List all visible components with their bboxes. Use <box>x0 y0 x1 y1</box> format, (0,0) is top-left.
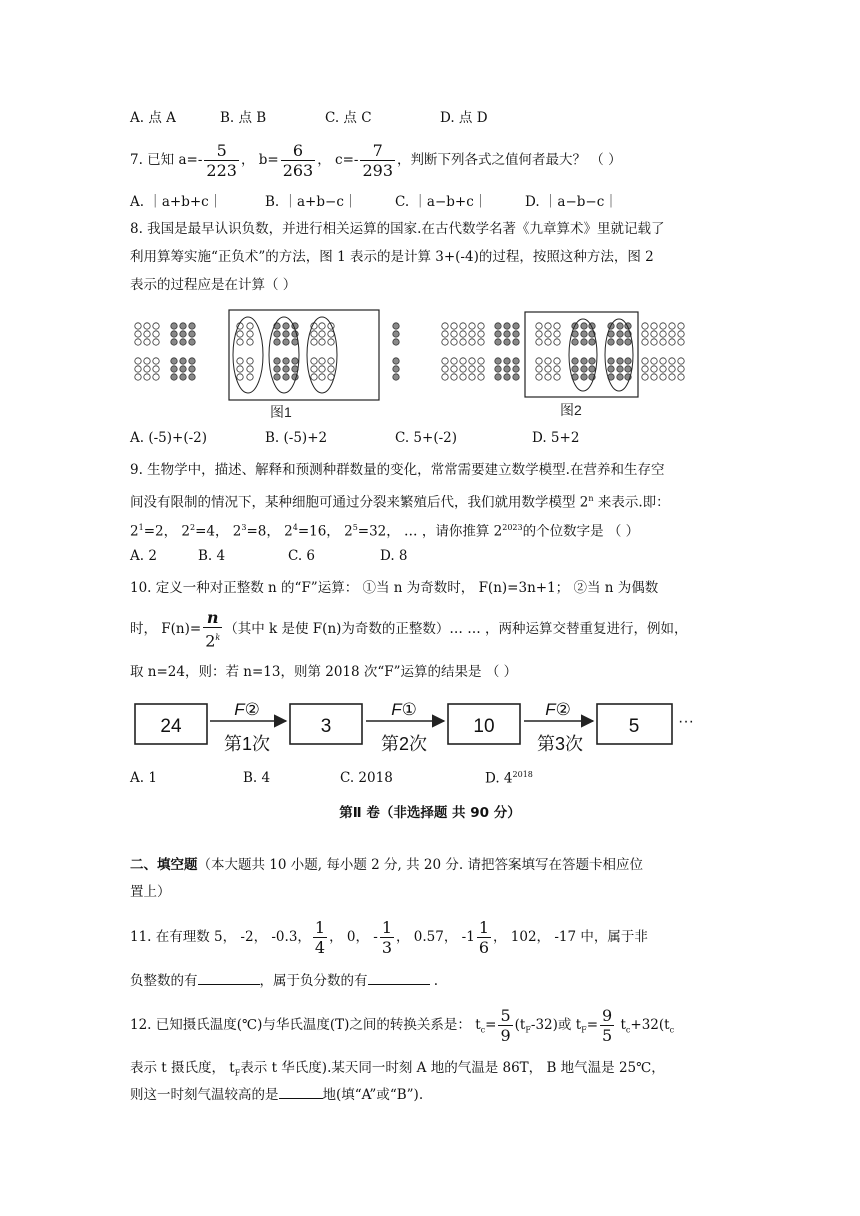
rod-dot <box>319 339 325 345</box>
rod-dot <box>393 323 399 329</box>
q9-option-b: B. 4 <box>198 548 226 564</box>
rod-dot <box>319 358 325 364</box>
q9-line-1: 9. 生物学中，描述、解释和预测种群数量的变化，常常需要建立数学模型.在营养和生存空 <box>130 462 665 478</box>
rod-dot <box>536 374 542 380</box>
flow-box-3-value: 10 <box>473 716 495 737</box>
rod-dot <box>247 323 253 329</box>
rod-dot <box>393 374 399 380</box>
rod-dot <box>495 374 501 380</box>
rod-dot <box>135 331 141 337</box>
rod-dot <box>144 366 150 372</box>
rod-dot <box>153 374 159 380</box>
rod-dot <box>451 323 457 329</box>
rod-dot <box>513 358 519 364</box>
rod-dot <box>678 331 684 337</box>
rod-dot <box>617 366 623 372</box>
rod-dot <box>460 331 466 337</box>
flow-ellipsis: ··· <box>678 713 694 730</box>
rod-dot <box>642 374 648 380</box>
rod-dot <box>451 331 457 337</box>
rod-dot <box>651 366 657 372</box>
q9-line-3: $2^1=2$， $2^2=4$， $2^3=8$， $2^4=16$， $2^5=32$， … ，请你推算 $2^{2023}$的个位数字是 （ ） <box>130 523 640 540</box>
rod-dot <box>247 374 253 380</box>
rod-dot <box>651 358 657 364</box>
q9-line-2: 间没有限制的情况下，某种细胞可通过分裂来繁殖后代，我们就用数学模型 2$^n$ 来表示.即： <box>130 494 670 511</box>
rod-dot <box>189 358 195 364</box>
rod-dot <box>393 331 399 337</box>
q11-fraction-3: $\frac{1}{6}$ <box>478 918 489 957</box>
rod-dot <box>617 323 623 329</box>
fig2-label: 图2 <box>560 402 582 418</box>
q8-option-d: D. 5+2 <box>532 430 580 446</box>
rod-dot <box>171 331 177 337</box>
rod-dot <box>311 331 317 337</box>
rod-dot <box>469 374 475 380</box>
rod-dot <box>513 374 519 380</box>
rod-dot <box>469 358 475 364</box>
part2-heading: 二、填空题 <box>130 857 198 873</box>
section-2-title: 第Ⅱ 卷（非选择题 共 90 分） <box>339 805 521 821</box>
rod-dot <box>283 339 289 345</box>
rod-dot <box>292 358 298 364</box>
rod-dot <box>625 358 631 364</box>
q12-line-3: 则这一时刻气温较高的是 地(填“A”或“B”). <box>130 1084 423 1105</box>
q12-line-1: 12. 已知摄氏温度(℃)与华氏温度(T)之间的转换关系是： $t_c=$ $\frac{5}{9}$ $(t_F-32)$或 $t_F=$ $\frac{9}{5}$ $t_c+32(t_c$ <box>130 1006 675 1045</box>
rod-dot <box>189 339 195 345</box>
rod-dot <box>536 339 542 345</box>
q7-b-prefix: ， b= <box>240 152 279 168</box>
q6-option-b: B. 点 B <box>220 110 267 126</box>
rod-dot <box>545 331 551 337</box>
flow-box-2-value: 3 <box>320 716 332 737</box>
rod-dot <box>581 339 587 345</box>
rod-dot <box>589 358 595 364</box>
q10-option-b: B. 4 <box>243 770 271 786</box>
rod-dot <box>153 366 159 372</box>
flow-op-3: F② <box>545 700 571 719</box>
rod-dot <box>135 339 141 345</box>
rod-dot <box>495 323 501 329</box>
rod-dot <box>144 331 150 337</box>
rod-dot <box>660 374 666 380</box>
rod-dot <box>237 366 243 372</box>
rod-dot <box>545 358 551 364</box>
rod-dot <box>283 331 289 337</box>
rod-dot <box>460 339 466 345</box>
f-operation-flow-diagram <box>0 690 860 760</box>
rod-dot <box>504 339 510 345</box>
rod-dot <box>328 358 334 364</box>
rod-dot <box>311 374 317 380</box>
q12-fraction-2: $\frac{9}{5}$ <box>602 1006 613 1045</box>
rod-dot <box>319 374 325 380</box>
rod-dot <box>545 374 551 380</box>
rod-dot <box>608 366 614 372</box>
rod-dot <box>442 331 448 337</box>
rod-dot <box>328 366 334 372</box>
rod-dot <box>135 358 141 364</box>
q7-option-b: B. ｜a+b−c｜ <box>265 194 358 210</box>
rod-dot <box>617 358 623 364</box>
rod-dot <box>660 331 666 337</box>
rod-dot <box>651 323 657 329</box>
rod-dot <box>283 374 289 380</box>
rod-dot <box>589 366 595 372</box>
q9-option-d: D. 8 <box>380 548 408 564</box>
rod-dot <box>460 374 466 380</box>
rod-dot <box>581 374 587 380</box>
rod-dot <box>478 339 484 345</box>
rod-dot <box>545 323 551 329</box>
rod-dot <box>554 358 560 364</box>
rod-dot <box>144 358 150 364</box>
rod-dot <box>451 358 457 364</box>
rod-dot <box>469 339 475 345</box>
rod-dot <box>469 366 475 372</box>
rod-dot <box>311 358 317 364</box>
rod-dot <box>144 374 150 380</box>
q11-fraction-2: $\frac{1}{3}$ <box>381 918 393 957</box>
rod-dot <box>669 358 675 364</box>
rod-dot <box>135 323 141 329</box>
q11-fraction-1: $\frac{1}{4}$ <box>314 918 326 957</box>
rod-dot <box>247 366 253 372</box>
rod-dot <box>495 366 501 372</box>
rod-dot <box>442 366 448 372</box>
rod-dot <box>617 331 623 337</box>
rod-dot <box>237 358 243 364</box>
q7-c-prefix: ， c=- <box>317 152 359 168</box>
rod-dot <box>642 366 648 372</box>
rod-dot <box>247 358 253 364</box>
rod-dot <box>572 366 578 372</box>
rod-dot <box>460 323 466 329</box>
rod-dot <box>311 339 317 345</box>
rod-dot <box>478 323 484 329</box>
rod-dot <box>237 331 243 337</box>
rod-dot <box>625 366 631 372</box>
rod-dot <box>513 339 519 345</box>
rod-dot <box>625 339 631 345</box>
q8-line-1: 8. 我国是最早认识负数，并进行相关运算的国家.在古代数学名著《九章算术》里就记载了 <box>130 221 665 237</box>
rod-dot <box>319 331 325 337</box>
rod-dot <box>536 331 542 337</box>
q10-line-1: 10. 定义一种对正整数 n 的“F”运算： ①当 n 为奇数时， F(n)=3n+1； ②当 n 为偶数 <box>130 580 659 596</box>
rod-dot <box>171 366 177 372</box>
rod-dot <box>554 323 560 329</box>
flow-box-1-value: 24 <box>160 716 182 737</box>
rod-dot <box>669 331 675 337</box>
rod-dot <box>469 331 475 337</box>
q11-line-2: 负整数的有 ，属于负分数的有 . <box>130 970 438 991</box>
part2-heading-line: 二、填空题（本大题共 10 小题, 每小题 2 分, 共 20 分. 请把答案填写在答题卡相应位 <box>130 857 643 873</box>
rod-dot <box>651 374 657 380</box>
rod-dot <box>274 366 280 372</box>
flow-step-2: 第2次 <box>380 734 428 754</box>
rod-dot <box>274 331 280 337</box>
rod-dot <box>460 358 466 364</box>
rod-dot <box>451 366 457 372</box>
rod-dot <box>678 323 684 329</box>
q6-option-d: D. 点 D <box>440 110 488 126</box>
rod-dot <box>536 358 542 364</box>
rod-dot <box>237 374 243 380</box>
q10-fraction: $\frac{n}{2^k}$ <box>205 608 221 651</box>
q10-option-a: A. 1 <box>130 770 157 786</box>
rod-dot <box>180 366 186 372</box>
rod-dot <box>247 339 253 345</box>
rod-dot <box>669 323 675 329</box>
rod-dot <box>589 339 595 345</box>
rod-dot <box>545 366 551 372</box>
rod-dot <box>393 366 399 372</box>
q10-line-3: 取 n=24，则：若 n=13，则第 2018 次“F”运算的结果是 （ ） <box>130 664 518 680</box>
rod-dot <box>171 358 177 364</box>
rod-dot <box>247 331 253 337</box>
part2-desc-line-2: 置上） <box>130 884 171 900</box>
rod-dot <box>189 366 195 372</box>
rod-dot <box>180 339 186 345</box>
rod-dot <box>608 339 614 345</box>
rod-dot <box>144 339 150 345</box>
q7-option-c: C. ｜a−b+c｜ <box>395 194 488 210</box>
rod-dot <box>319 366 325 372</box>
rod-dot <box>669 374 675 380</box>
rod-dot <box>153 358 159 364</box>
rod-dot <box>513 323 519 329</box>
q11-line-1: 11. 在有理数 5， -2， -0.3， $\frac{1}{4}$ ， 0， - $\frac{1}{3}$ ， 0.57， -1 $\frac{1}{6}$ ， 102， -17 中，属于非 <box>130 918 648 957</box>
rod-dot <box>651 339 657 345</box>
rod-dot <box>153 339 159 345</box>
rod-dot <box>171 374 177 380</box>
q6-option-a: A. 点 A <box>130 110 176 126</box>
rod-dot <box>237 339 243 345</box>
rod-dot <box>180 331 186 337</box>
rod-dot <box>554 366 560 372</box>
rod-dot <box>274 374 280 380</box>
q7-option-d: D. ｜a−b−c｜ <box>525 194 618 210</box>
rod-dot <box>513 331 519 337</box>
rod-dot <box>495 339 501 345</box>
rod-dot <box>504 358 510 364</box>
fig1-label: 图1 <box>270 404 292 420</box>
flow-step-3: 第3次 <box>536 734 584 754</box>
q10-line-2: 时， F(n)= $\frac{n}{2^k}$ （其中 k 是使 F(n)为奇数的正整数）… … ，两种运算交替重复进行，例如， <box>130 608 688 651</box>
rod-dot <box>660 323 666 329</box>
rod-dot <box>495 331 501 337</box>
rod-dot <box>581 366 587 372</box>
rod-dot <box>478 366 484 372</box>
q7-fraction-a: $\frac{5}{223}$ <box>206 141 237 180</box>
q12-line-2: 表示 t 摄氏度， $t_F$表示 t 华氏度).某天同一时刻 A 地的气温是 86T， B 地气温是 25℃， <box>130 1060 665 1078</box>
rod-dot <box>328 331 334 337</box>
counting-rods <box>135 323 684 380</box>
rod-dot <box>153 331 159 337</box>
q7-prefix: 7. 已知 a=- <box>130 152 203 168</box>
rod-dot <box>274 358 280 364</box>
rod-dot <box>536 366 542 372</box>
rod-dot <box>283 366 289 372</box>
q11-answer-blank-2[interactable] <box>368 970 430 985</box>
rod-dot <box>171 339 177 345</box>
flow-op-1: F② <box>234 700 260 719</box>
rod-dot <box>617 339 623 345</box>
rod-dot <box>328 339 334 345</box>
q8-line-3: 表示的过程应是在计算（ ） <box>130 277 297 293</box>
rod-dot <box>581 358 587 364</box>
flow-box-4-value: 5 <box>628 716 640 737</box>
rod-dot <box>642 323 648 329</box>
q8-option-b: B. (-5)+2 <box>265 430 328 446</box>
rod-dot <box>319 323 325 329</box>
rod-dot <box>442 339 448 345</box>
rod-dot <box>442 374 448 380</box>
q12-answer-blank[interactable] <box>279 1084 323 1099</box>
q7-fraction-b: $\frac{6}{263}$ <box>282 141 314 180</box>
rod-dot <box>180 323 186 329</box>
rod-dot <box>451 374 457 380</box>
rod-dot <box>642 358 648 364</box>
rod-dot <box>608 358 614 364</box>
rod-dot <box>678 358 684 364</box>
rod-dot <box>283 323 289 329</box>
rod-dot <box>393 358 399 364</box>
rod-dot <box>669 366 675 372</box>
rod-dot <box>292 339 298 345</box>
rod-dot <box>393 339 399 345</box>
rod-dot <box>669 339 675 345</box>
rod-dot <box>642 331 648 337</box>
rod-dot <box>189 374 195 380</box>
rod-dot <box>651 331 657 337</box>
rod-dot <box>642 339 648 345</box>
rod-dot <box>442 358 448 364</box>
q9-option-a: A. 2 <box>130 548 157 564</box>
rod-dot <box>536 323 542 329</box>
flow-op-2: F① <box>391 700 417 719</box>
rod-dot <box>660 358 666 364</box>
rod-dot <box>478 331 484 337</box>
rod-dot <box>460 366 466 372</box>
rod-dot <box>135 374 141 380</box>
q7-question <box>130 140 622 180</box>
rod-dot <box>678 339 684 345</box>
q8-option-a: A. (-5)+(-2) <box>130 430 208 446</box>
rod-dot <box>572 358 578 364</box>
rod-dot <box>513 366 519 372</box>
q7-suffix: ，判断下列各式之值何者最大？ （ ） <box>397 152 622 168</box>
rod-dot <box>660 339 666 345</box>
rod-dot <box>678 374 684 380</box>
rod-dot <box>274 339 280 345</box>
rod-dot <box>678 366 684 372</box>
rod-dot <box>495 358 501 364</box>
rod-dot <box>504 374 510 380</box>
rod-dot <box>554 339 560 345</box>
q7-option-a: A. ｜a+b+c｜ <box>130 194 223 210</box>
rod-dot <box>171 323 177 329</box>
rod-dot <box>478 374 484 380</box>
rod-dot <box>153 323 159 329</box>
q6-option-c: C. 点 C <box>325 110 372 126</box>
rod-dot <box>283 358 289 364</box>
rod-dot <box>180 374 186 380</box>
q7-fraction-c: $\frac{7}{293}$ <box>362 141 394 180</box>
rod-dot <box>135 366 141 372</box>
rod-dot <box>581 323 587 329</box>
rod-dot <box>478 358 484 364</box>
rod-dot <box>554 331 560 337</box>
rod-dot <box>504 323 510 329</box>
rod-dot <box>545 339 551 345</box>
rod-dot <box>144 323 150 329</box>
q9-option-c: C. 6 <box>288 548 316 564</box>
rod-dot <box>504 331 510 337</box>
q8-line-2: 利用算筹实施“正负术”的方法，图 1 表示的是计算 3+(-4)的过程，按照这种方法，图 2 <box>130 249 654 265</box>
q8-option-c: C. 5+(-2) <box>395 430 458 446</box>
q12-fraction-1: $\frac{5}{9}$ <box>500 1006 511 1045</box>
rod-dot <box>554 374 560 380</box>
rod-dot <box>660 366 666 372</box>
counting-rods-figure <box>0 305 860 435</box>
rod-dot <box>572 339 578 345</box>
rod-dot <box>451 339 457 345</box>
rod-dot <box>189 323 195 329</box>
rod-dot <box>442 323 448 329</box>
rod-dot <box>581 331 587 337</box>
rod-dot <box>311 366 317 372</box>
rod-dot <box>504 366 510 372</box>
rod-dot <box>189 331 195 337</box>
q10-option-c: C. 2018 <box>340 770 393 786</box>
rod-dot <box>617 374 623 380</box>
rod-dot <box>180 358 186 364</box>
rod-dot <box>469 323 475 329</box>
q11-answer-blank-1[interactable] <box>198 970 260 985</box>
flow-step-1: 第1次 <box>223 734 271 754</box>
q10-option-d: D. $4^{2018}$ <box>485 770 533 787</box>
